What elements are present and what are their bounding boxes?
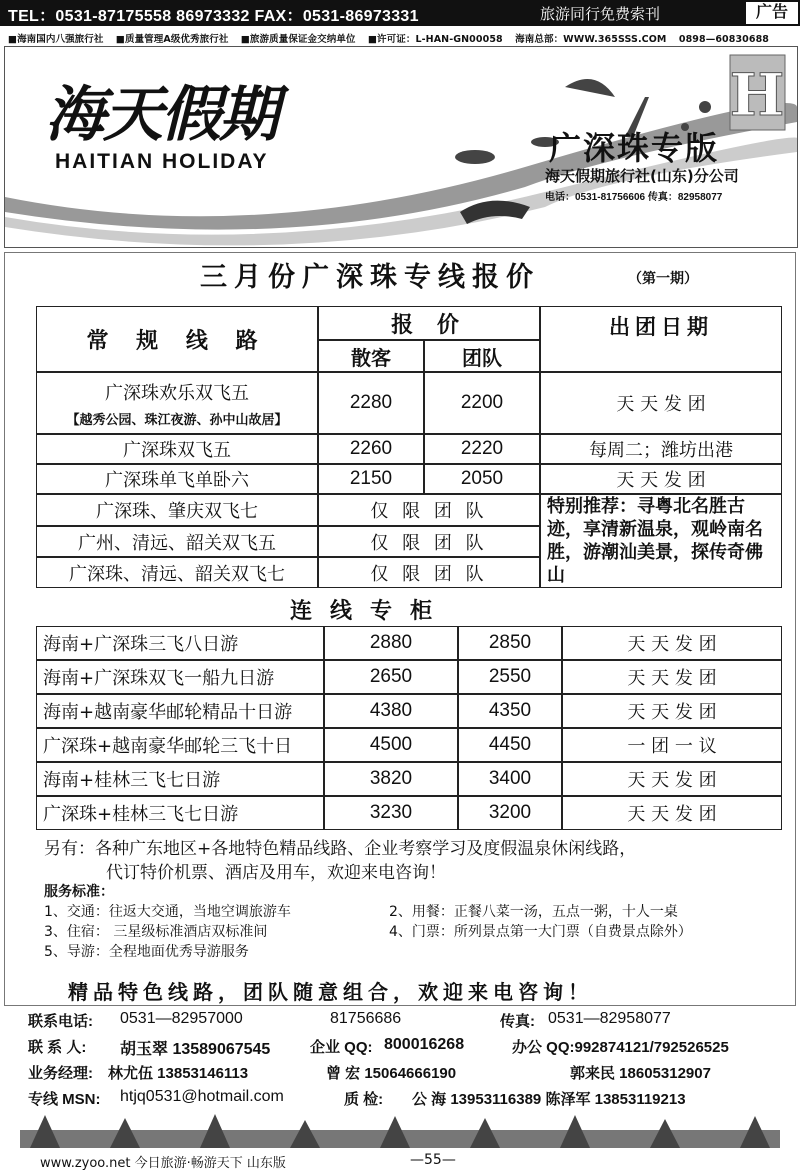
top-bar bbox=[0, 0, 800, 26]
combo-route-name: 广深珠+桂林三飞七日游 bbox=[36, 796, 324, 830]
header-individual: 散客 bbox=[318, 340, 424, 372]
combo-route-name: 海南+广深珠双飞一船九日游 bbox=[36, 660, 324, 694]
footer-site: www.zyoo.net 今日旅游·畅游天下 山东版 bbox=[40, 1156, 286, 1171]
route-name: 广深珠单飞单卧六 bbox=[36, 464, 318, 494]
combo-routes-table bbox=[36, 626, 782, 830]
cert-item: ■质量管理A级优秀旅行社 bbox=[115, 34, 229, 45]
office-qq: 办公 QQ:992874121/792526525 bbox=[512, 1039, 729, 1056]
route-name: 广深珠双飞五 bbox=[36, 434, 318, 464]
fax: 0531—82958077 bbox=[548, 1010, 671, 1027]
person: 胡玉翠 13589067545 bbox=[120, 1041, 271, 1058]
price-individual: 2280 bbox=[318, 372, 424, 434]
qc-label: 质 检: bbox=[344, 1091, 384, 1108]
fax-label: 传真: bbox=[500, 1013, 535, 1030]
header-price: 报 价 bbox=[318, 306, 540, 340]
combo-price-group: 3400 bbox=[458, 762, 562, 796]
header-route: 常 规 线 路 bbox=[36, 306, 318, 372]
combo-departure: 天 天 发 团 bbox=[562, 796, 782, 830]
logo-cn: 海天假期 bbox=[45, 80, 277, 150]
certifications bbox=[8, 31, 798, 45]
msn-label: 专线 MSN: bbox=[28, 1091, 101, 1108]
combo-title: 连线专柜 bbox=[290, 598, 451, 624]
agency-contact: 电话：0531-81756606 传真：82958077 bbox=[545, 192, 723, 203]
route-name: 广深珠、清远、韶关双飞七 bbox=[36, 557, 318, 588]
price-group: 2220 bbox=[424, 434, 540, 464]
qq: 800016268 bbox=[384, 1036, 465, 1053]
service-item: 2、用餐：正餐八菜一汤，五点一粥，十人一桌 bbox=[389, 904, 678, 920]
combo-price-individual: 2650 bbox=[324, 660, 458, 694]
combo-price-individual: 4500 bbox=[324, 728, 458, 762]
edition-title: 广深珠专版 bbox=[549, 129, 720, 167]
staff-zeng: 曾 宏 15064666190 bbox=[326, 1065, 457, 1082]
staff-guo: 郭来民 18605312907 bbox=[570, 1065, 711, 1082]
manager-label: 业务经理: bbox=[28, 1065, 93, 1082]
page-title: 三月份广深珠专线报价 bbox=[200, 262, 540, 293]
phone-label: 联系电话: bbox=[28, 1013, 93, 1030]
svg-text:H: H bbox=[729, 61, 785, 129]
msn: htjq0531@hotmail.com bbox=[120, 1088, 284, 1105]
price-note: 仅 限 团 队 bbox=[318, 557, 540, 588]
page-number: —55— bbox=[410, 1152, 456, 1168]
combo-route-name: 广深珠+越南豪华邮轮三飞十日 bbox=[36, 728, 324, 762]
combo-route-name: 海南+桂林三飞七日游 bbox=[36, 762, 324, 796]
combo-price-individual: 3230 bbox=[324, 796, 458, 830]
price-individual: 2150 bbox=[318, 464, 424, 494]
route-name bbox=[36, 372, 318, 434]
services-title: 服务标准： bbox=[44, 884, 114, 900]
special-recommend: 特别推荐：寻粤北名胜古迹，享清新温泉，观岭南名胜，游潮汕美景，探传奇佛山 bbox=[540, 494, 782, 588]
service-item: 1、交通：往返大交通，当地空调旅游车 bbox=[44, 904, 291, 920]
service-item: 5、导游：全程地面优秀导游服务 bbox=[44, 944, 249, 960]
cert-item: 0898—60830688 bbox=[678, 34, 770, 45]
departure: 天 天 发 团 bbox=[540, 372, 782, 434]
manager: 林尤伍 13853146113 bbox=[108, 1065, 249, 1082]
price-note: 仅 限 团 队 bbox=[318, 494, 540, 526]
combo-departure: 一 团 一 议 bbox=[562, 728, 782, 762]
phone1: 0531—82957000 bbox=[120, 1010, 243, 1027]
price-group: 2200 bbox=[424, 372, 540, 434]
cert-item: ■许可证：L-HAN-GN00058 bbox=[367, 34, 503, 45]
person-label: 联 系 人: bbox=[28, 1039, 87, 1056]
combo-route-name: 海南+越南豪华邮轮精品十日游 bbox=[36, 694, 324, 728]
route-name: 广深珠、肇庆双飞七 bbox=[36, 494, 318, 526]
price-note: 仅 限 团 队 bbox=[318, 526, 540, 557]
service-item: 3、住宿： 三星级标准酒店双标准间 bbox=[44, 924, 268, 940]
logo-en: HAITIAN HOLIDAY bbox=[55, 150, 269, 173]
combo-price-group: 4350 bbox=[458, 694, 562, 728]
combo-departure: 天 天 发 团 bbox=[562, 694, 782, 728]
combo-price-individual: 3820 bbox=[324, 762, 458, 796]
header-banner bbox=[4, 46, 798, 248]
qq-label: 企业 QQ: bbox=[310, 1039, 373, 1056]
ad-label: 广告 bbox=[744, 0, 800, 26]
combo-price-group: 2850 bbox=[458, 626, 562, 660]
combo-price-group: 4450 bbox=[458, 728, 562, 762]
price-group: 2050 bbox=[424, 464, 540, 494]
hand-icon bbox=[460, 201, 530, 224]
header-departure: 出团日期 bbox=[540, 306, 782, 372]
departure: 天 天 发 团 bbox=[540, 464, 782, 494]
extra-note-2: 代订特价机票、酒店及用车，欢迎来电咨询！ bbox=[106, 863, 446, 883]
slogan: 精品特色线路，团队随意组合，欢迎来电咨询！ bbox=[68, 980, 593, 1004]
combo-departure: 天 天 发 团 bbox=[562, 660, 782, 694]
footer-decoration bbox=[20, 1110, 780, 1148]
cert-item: 海南总部：WWW.365SSS.COM bbox=[515, 34, 667, 45]
combo-price-group: 3200 bbox=[458, 796, 562, 830]
combo-route-name: 海南+广深珠三飞八日游 bbox=[36, 626, 324, 660]
header-group: 团队 bbox=[424, 340, 540, 372]
phone2: 81756686 bbox=[330, 1010, 402, 1027]
combo-price-individual: 2880 bbox=[324, 626, 458, 660]
combo-departure: 天 天 发 团 bbox=[562, 626, 782, 660]
departure: 每周二；潍坊出港 bbox=[540, 434, 782, 464]
issue-label: （第一期） bbox=[628, 271, 698, 287]
cert-item: ■旅游质量保证金交纳单位 bbox=[240, 34, 356, 45]
tel-fax: TEL：0531-87175558 86973332 FAX：0531-86973331 bbox=[8, 8, 419, 25]
regular-routes-table bbox=[36, 306, 782, 588]
qc: 公 海 13953116389 陈泽军 13853119213 bbox=[412, 1091, 686, 1108]
agency-name: 海天假期旅行社(山东)分公司 bbox=[545, 167, 739, 185]
route-title: 广深珠欢乐双飞五 bbox=[105, 382, 249, 404]
service-item: 4、门票：所列景点第一大门票（自费景点除外） bbox=[389, 924, 692, 940]
free-label: 旅游同行免费索刊 bbox=[540, 6, 661, 23]
route-name: 广州、清远、韶关双飞五 bbox=[36, 526, 318, 557]
combo-price-group: 2550 bbox=[458, 660, 562, 694]
combo-price-individual: 4380 bbox=[324, 694, 458, 728]
combo-departure: 天 天 发 团 bbox=[562, 762, 782, 796]
route-sub: 【越秀公园、珠江夜游、孙中山故居】 bbox=[66, 412, 288, 428]
cert-item: ■海南国内八强旅行社 bbox=[8, 34, 104, 45]
price-individual: 2260 bbox=[318, 434, 424, 464]
extra-note-1: 另有：各种广东地区+各地特色精品线路、企业考察学习及度假温泉休闲线路， bbox=[44, 839, 637, 859]
